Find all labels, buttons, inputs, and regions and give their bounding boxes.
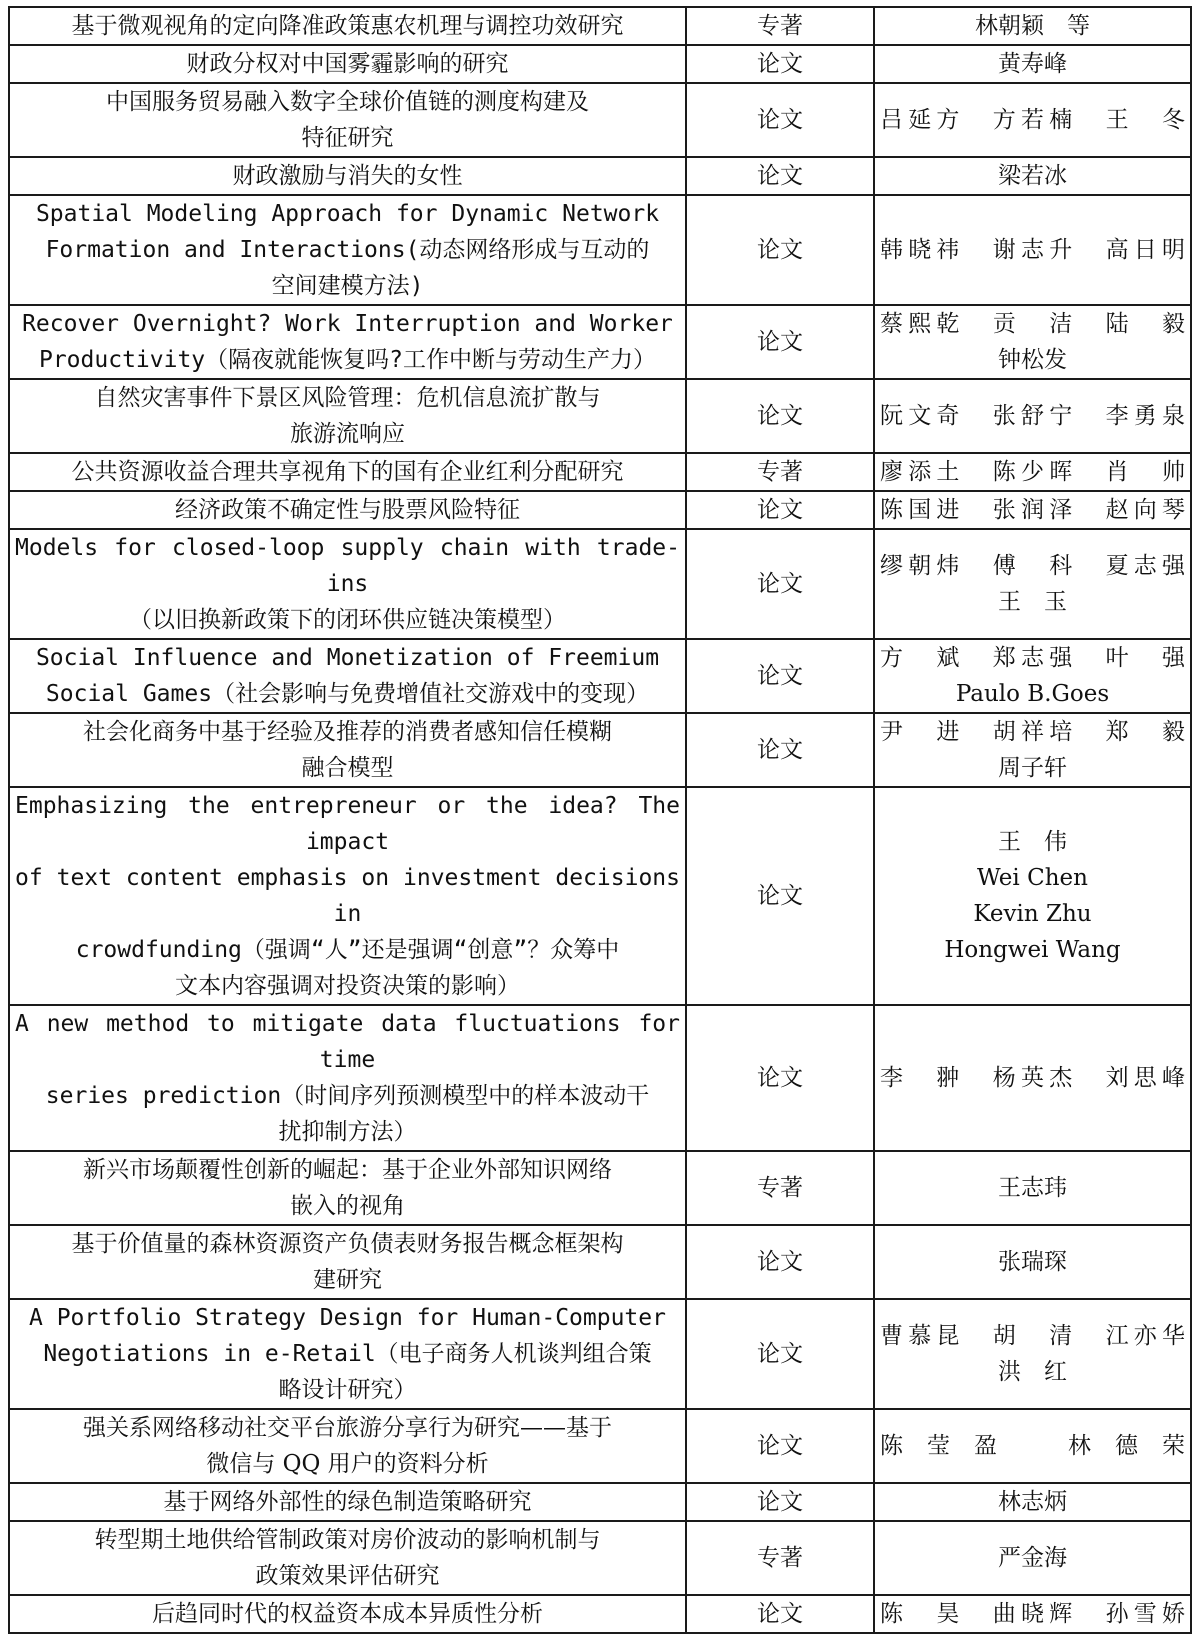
- publication-title-line: 基于价值量的森林资源资产负债表财务报告概念框架构: [71, 1231, 624, 1257]
- publication-type-cell: 论文: [686, 1483, 874, 1521]
- table-row: [9, 1521, 1191, 1595]
- publication-title-line: of text content emphasis on investment decisions in: [15, 865, 680, 927]
- table-row: [9, 83, 1191, 157]
- publication-title-line: 经济政策不确定性与股票风险特征: [175, 497, 520, 523]
- publication-authors-cell: [874, 83, 1191, 157]
- author-line: 陈莹盈 林德荣: [880, 1433, 1185, 1459]
- publication-title-line: 旅游流响应: [290, 421, 405, 447]
- publication-title-line: 强关系网络移动社交平台旅游分享行为研究——基于: [83, 1415, 612, 1441]
- publication-title-line: Recover Overnight? Work Interruption and Worker: [22, 311, 673, 337]
- publication-type-cell: 专著: [686, 1521, 874, 1595]
- publication-authors-cell: [874, 1151, 1191, 1225]
- author-line: 缪朝炜 傅 科 夏志强: [880, 553, 1185, 579]
- publication-title-line: 嵌入的视角: [290, 1193, 405, 1219]
- author-line: 梁若冰: [998, 163, 1067, 189]
- publication-authors-cell: [874, 1483, 1191, 1521]
- table-row: [9, 157, 1191, 195]
- publication-title-line: 转型期土地供给管制政策对房价波动的影响机制与: [94, 1527, 601, 1553]
- author-line: 林朝颖 等: [975, 13, 1090, 39]
- publication-authors-cell: [874, 787, 1191, 1005]
- author-line: 蔡熙乾 贡 洁 陆 毅: [880, 311, 1185, 337]
- publication-title-cell: [9, 453, 686, 491]
- author-line: 方 斌 郑志强 叶 强: [880, 645, 1185, 671]
- publication-type-cell: 论文: [686, 1409, 874, 1483]
- publication-title-line: Formation and Interactions(动态网络形成与互动的: [45, 237, 650, 263]
- author-line: 王 伟: [998, 829, 1067, 855]
- table-row: [9, 787, 1191, 1005]
- table-row: [9, 1005, 1191, 1151]
- author-line: 吕延方 方若楠 王 冬: [880, 107, 1185, 133]
- publication-authors-cell: [874, 639, 1191, 713]
- author-line: 王志玮: [998, 1175, 1067, 1201]
- table-row: [9, 195, 1191, 305]
- publication-title-cell: [9, 379, 686, 453]
- publication-title-line: 微信与 QQ 用户的资料分析: [206, 1451, 489, 1477]
- publication-title-cell: [9, 529, 686, 639]
- author-line: 林志炳: [998, 1489, 1067, 1515]
- publication-title-line: Emphasizing the entrepreneur or the idea? The impact: [15, 793, 680, 855]
- author-line: 曹慕昆 胡 清 江亦华: [880, 1323, 1185, 1349]
- publication-type-cell: 论文: [686, 45, 874, 83]
- table-row: [9, 1225, 1191, 1299]
- publication-authors-cell: [874, 1005, 1191, 1151]
- publication-authors-cell: [874, 1521, 1191, 1595]
- author-line: Kevin Zhu: [973, 901, 1092, 927]
- publication-authors-cell: [874, 713, 1191, 787]
- table-row: [9, 491, 1191, 529]
- publication-title-line: 基于微观视角的定向降准政策惠农机理与调控功效研究: [71, 13, 624, 39]
- table-row: [9, 379, 1191, 453]
- author-line: 王 玉: [998, 589, 1067, 615]
- table-row: [9, 1151, 1191, 1225]
- publication-title-cell: [9, 83, 686, 157]
- publication-title-cell: [9, 1483, 686, 1521]
- publication-title-line: 新兴市场颠覆性创新的崛起：基于企业外部知识网络: [83, 1157, 612, 1183]
- publication-type-cell: 论文: [686, 787, 874, 1005]
- publication-type-cell: 论文: [686, 529, 874, 639]
- publication-authors-cell: [874, 529, 1191, 639]
- publication-authors-cell: [874, 453, 1191, 491]
- publication-title-line: 自然灾害事件下景区风险管理：危机信息流扩散与: [94, 385, 601, 411]
- publication-type-cell: 论文: [686, 379, 874, 453]
- publication-title-cell: [9, 1521, 686, 1595]
- table-body: [9, 7, 1191, 1633]
- table-row: [9, 45, 1191, 83]
- author-line: 韩晓祎 谢志升 高日明: [880, 237, 1185, 263]
- publication-authors-cell: [874, 1225, 1191, 1299]
- publication-type-cell: 论文: [686, 157, 874, 195]
- publication-type-cell: 论文: [686, 639, 874, 713]
- publication-type-cell: 论文: [686, 195, 874, 305]
- table-row: [9, 1595, 1191, 1633]
- publication-title-cell: [9, 157, 686, 195]
- publication-title-line: 建研究: [313, 1267, 382, 1293]
- author-line: 尹 进 胡祥培 郑 毅: [880, 719, 1185, 745]
- publication-title-cell: [9, 1595, 686, 1633]
- publication-type-cell: 论文: [686, 305, 874, 379]
- author-line: 陈 昊 曲晓辉 孙雪娇: [880, 1601, 1185, 1627]
- publication-table: [8, 6, 1192, 1634]
- publication-type-cell: 专著: [686, 7, 874, 45]
- publication-authors-cell: [874, 195, 1191, 305]
- publication-authors-cell: [874, 45, 1191, 83]
- publication-title-line: crowdfunding（强调“人”还是强调“创意”？众筹中: [75, 937, 620, 963]
- publication-title-line: 融合模型: [301, 755, 394, 781]
- author-line: Hongwei Wang: [944, 937, 1121, 963]
- publication-title-cell: [9, 7, 686, 45]
- publication-title-line: series prediction（时间序列预测模型中的样本波动干: [45, 1083, 650, 1109]
- publication-type-cell: 论文: [686, 1595, 874, 1633]
- publication-title-line: （以旧换新政策下的闭环供应链决策模型）: [129, 607, 566, 633]
- publication-title-line: 社会化商务中基于经验及推荐的消费者感知信任模糊: [83, 719, 612, 745]
- publication-title-line: 后趋同时代的权益资本成本异质性分析: [152, 1601, 543, 1627]
- publication-title-line: 财政激励与消失的女性: [232, 163, 463, 189]
- publication-authors-cell: [874, 7, 1191, 45]
- author-line: 严金海: [998, 1545, 1067, 1571]
- publication-authors-cell: [874, 379, 1191, 453]
- publication-title-line: A new method to mitigate data fluctuations for time: [15, 1011, 680, 1073]
- publication-type-cell: 论文: [686, 1005, 874, 1151]
- table-row: [9, 1483, 1191, 1521]
- publication-authors-cell: [874, 1409, 1191, 1483]
- table-row: [9, 305, 1191, 379]
- publication-authors-cell: [874, 1595, 1191, 1633]
- publication-authors-cell: [874, 157, 1191, 195]
- author-line: 阮文奇 张舒宁 李勇泉: [880, 403, 1185, 429]
- table-row: [9, 529, 1191, 639]
- publication-title-cell: [9, 1005, 686, 1151]
- publication-title-cell: [9, 1225, 686, 1299]
- publication-title-line: 文本内容强调对投资决策的影响）: [175, 973, 520, 999]
- publication-title-line: 空间建模方法): [271, 273, 424, 299]
- publication-title-line: 扰抑制方法）: [278, 1119, 417, 1145]
- publication-title-line: 政策效果评估研究: [255, 1563, 440, 1589]
- publication-title-line: 公共资源收益合理共享视角下的国有企业红利分配研究: [71, 459, 624, 485]
- publication-type-cell: 论文: [686, 83, 874, 157]
- publication-type-cell: 专著: [686, 1151, 874, 1225]
- publication-title-cell: [9, 305, 686, 379]
- publication-title-cell: [9, 787, 686, 1005]
- table-row: [9, 7, 1191, 45]
- publication-title-cell: [9, 1299, 686, 1409]
- publication-title-line: 中国服务贸易融入数字全球价值链的测度构建及: [106, 89, 589, 115]
- publication-title-line: Productivity（隔夜就能恢复吗?工作中断与劳动生产力）: [38, 347, 656, 373]
- publication-title-line: A Portfolio Strategy Design for Human-Computer: [29, 1305, 666, 1331]
- publication-title-cell: [9, 45, 686, 83]
- table-row: [9, 1299, 1191, 1409]
- publication-authors-cell: [874, 1299, 1191, 1409]
- publication-type-cell: 论文: [686, 1299, 874, 1409]
- publication-title-cell: [9, 639, 686, 713]
- table-row: [9, 713, 1191, 787]
- author-line: 洪 红: [998, 1359, 1067, 1385]
- author-line: 钟松发: [998, 347, 1067, 373]
- table-row: [9, 453, 1191, 491]
- publication-title-cell: [9, 1409, 686, 1483]
- author-line: Wei Chen: [977, 865, 1088, 891]
- author-line: 陈国进 张润泽 赵向琴: [880, 497, 1185, 523]
- publication-title-cell: [9, 1151, 686, 1225]
- publication-title-line: Models for closed-loop supply chain with trade-ins: [15, 535, 680, 597]
- publication-title-line: 基于网络外部性的绿色制造策略研究: [163, 1489, 532, 1515]
- publication-type-cell: 论文: [686, 1225, 874, 1299]
- publication-title-cell: [9, 491, 686, 529]
- table-row: [9, 639, 1191, 713]
- author-line: 李 翀 杨英杰 刘思峰: [880, 1065, 1185, 1091]
- publication-title-line: Spatial Modeling Approach for Dynamic Network: [35, 201, 660, 227]
- publication-type-cell: 专著: [686, 453, 874, 491]
- author-line: 张瑞琛: [998, 1249, 1067, 1275]
- publication-authors-cell: [874, 305, 1191, 379]
- author-line: 周子轩: [998, 755, 1067, 781]
- publication-title-line: 财政分权对中国雾霾影响的研究: [186, 51, 509, 77]
- publication-authors-cell: [874, 491, 1191, 529]
- publication-title-line: 略设计研究）: [278, 1377, 417, 1403]
- publication-title-line: 特征研究: [301, 125, 394, 151]
- publication-type-cell: 论文: [686, 713, 874, 787]
- author-line: 黄寿峰: [998, 51, 1067, 77]
- publication-title-line: Social Games（社会影响与免费增值社交游戏中的变现）: [45, 681, 650, 707]
- publication-title-line: Negotiations in e-Retail（电子商务人机谈判组合策: [43, 1341, 652, 1367]
- author-line: 廖添土 陈少晖 肖 帅: [880, 459, 1185, 485]
- publication-title-line: Social Influence and Monetization of Freemium: [35, 645, 660, 671]
- table-row: [9, 1409, 1191, 1483]
- publication-type-cell: 论文: [686, 491, 874, 529]
- publication-title-cell: [9, 713, 686, 787]
- publication-title-cell: [9, 195, 686, 305]
- author-line: Paulo B.Goes: [955, 681, 1110, 707]
